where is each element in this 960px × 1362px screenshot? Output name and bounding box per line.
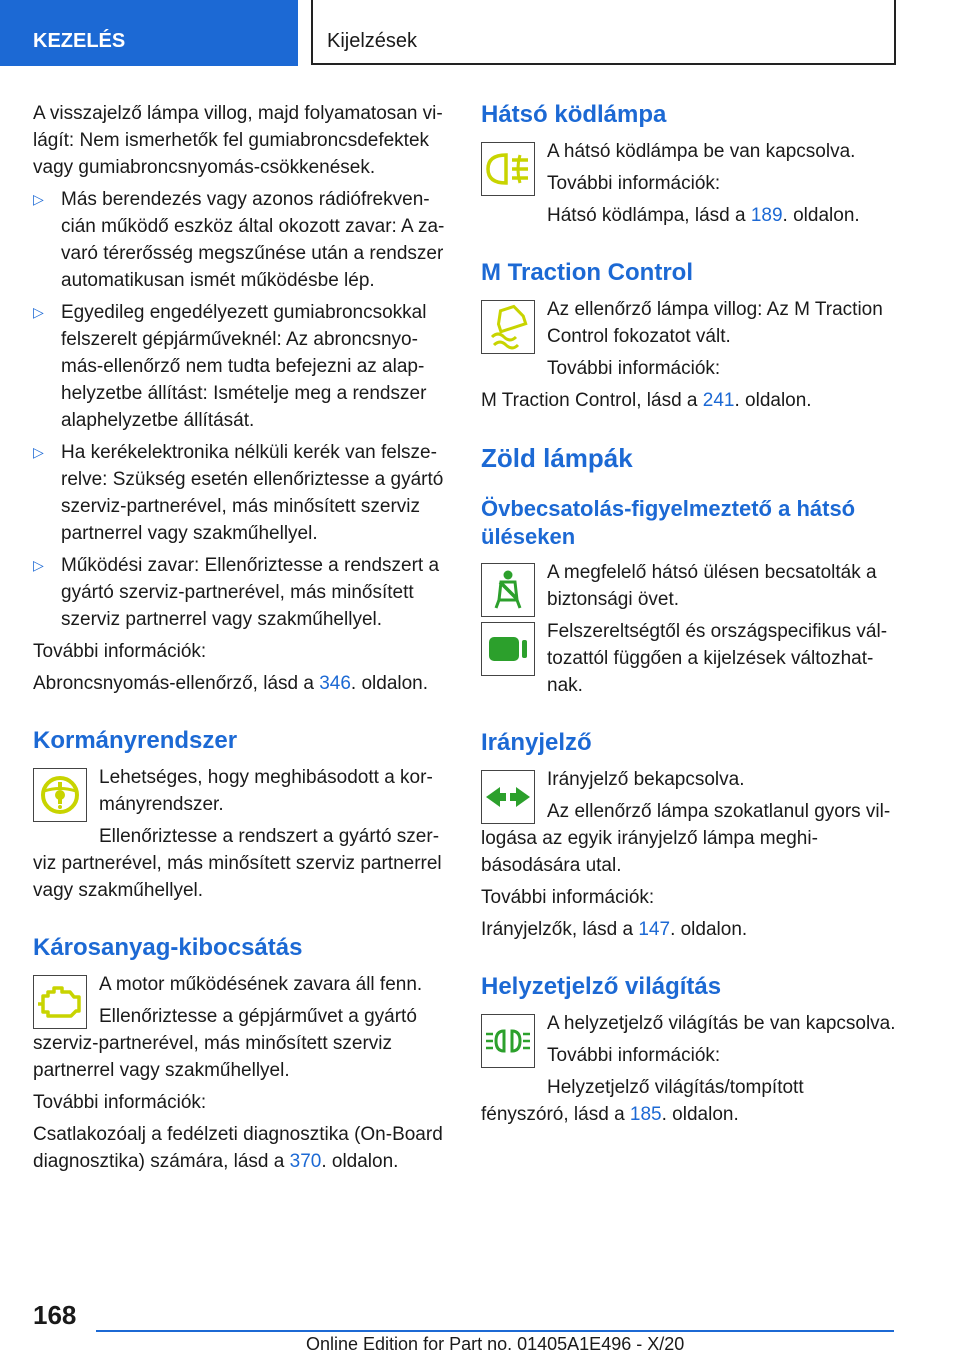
section-title-emission: Károsanyag-kibocsátás	[33, 934, 303, 961]
section-title-green-lights: Zöld lámpák	[481, 443, 633, 473]
page-link[interactable]: 189	[750, 205, 783, 226]
traction-control-icon	[481, 300, 535, 354]
footer-divider	[96, 1330, 894, 1332]
left-column	[33, 100, 445, 1180]
section-title-turn: Irányjelző	[481, 729, 592, 756]
triangle-bullet-icon: ▷	[33, 191, 44, 207]
cross-reference: Helyzetjelző világítás/tompított fényszóró, lásd a 185. oldalon.	[481, 1077, 804, 1125]
right-column	[481, 100, 901, 1133]
parking-light-icon	[481, 1014, 535, 1068]
section-title-rear-fog: Hátsó ködlámpa	[481, 101, 667, 128]
section-title-belt: Övbecsatolás-figyelmeztető a hátsó üléseken	[481, 496, 856, 549]
indicator-traction: Az ellenőrző lámpa villog: Az M Traction Control fokozatot vált. További információk:	[481, 296, 901, 382]
footer-edition: Online Edition for Part no. 01405A1E496 - X/20	[306, 1334, 685, 1354]
more-info-label: További információk:	[481, 887, 655, 908]
page-link[interactable]: 370	[289, 1151, 322, 1172]
cross-reference: Csatlakozóalj a fedélzeti diagnosztika (On-Board diagnosztika) számára, lásd a 370. oldalon.	[33, 1124, 443, 1172]
indicator-belt-variant: Felszereltségtől és országspecifikus változattól függően a kijelzések változhatnak.	[481, 618, 901, 699]
indicator-rear-fog: A hátsó ködlámpa be van kapcsolva. További információk: Hátsó ködlámpa, lásd a 189. oldalon.	[481, 138, 901, 229]
section-title-steering: Kormányrendszer	[33, 727, 238, 754]
intro-paragraph: A visszajelző lámpa villog, majd folyamatosan világít: Nem ismerhetők fel gumiabroncsdefektek vagy gumiabroncsnyomás-csökkenések.	[33, 103, 443, 178]
list-item: ▷ Más berendezés vagy azonos rádiófrekvencián működő eszköz által okozott zavar: A zavaró térerősség megszűnése után a rendszer automatikusan ismét működésbe lép.	[33, 186, 445, 294]
section-tab[interactable]: Kijelzések	[311, 0, 896, 65]
section-title-parking: Helyzetjelző világítás	[481, 973, 722, 1000]
turn-signal-icon	[481, 770, 535, 824]
more-info-label: További információk:	[33, 641, 207, 662]
section-title-traction: M Traction Control	[481, 259, 693, 286]
triangle-bullet-icon: ▷	[33, 444, 44, 460]
indicator-belt: A megfelelő hátsó ülésen becsatolták a biztonsági övet.	[481, 559, 901, 613]
page-link[interactable]: 147	[638, 919, 671, 940]
triangle-bullet-icon: ▷	[33, 557, 44, 573]
indicator-steering: Lehetséges, hogy meghibásodott a kormányrendszer. Ellenőriztesse a rendszert a gyártó szerviz partnerével, más minősített szerviz partnerrel vagy szakműhellyel.	[33, 767, 442, 901]
cross-reference: Hátsó ködlámpa, lásd a 189. oldalon.	[547, 205, 860, 226]
green-indicator-icon	[481, 622, 535, 676]
list-item: ▷ Egyedileg engedélyezett gumiabroncsokkal felszerelt gépjárműveknél: Az abroncsnyomás-ellenőrző nem tudta befejezni az alaphelyzetbe állítást: Ismételje meg a rendszer alaphelyzetbe állítását.	[33, 299, 445, 434]
triangle-bullet-icon: ▷	[33, 304, 44, 320]
indicator-turn: Irányjelző bekapcsolva. Az ellenőrző lámpa szokatlanul gyors villogása az egyik irányjelző lámpa meghibásodására utal.	[481, 769, 891, 876]
chapter-tab[interactable]: KEZELÉS	[0, 0, 298, 66]
list-item: ▷ Működési zavar: Ellenőriztesse a rendszert a gyártó szerviz-partnerével, más minősített szerviz partnerrel vagy szakműhellyel.	[33, 552, 445, 633]
rear-fog-light-icon	[481, 142, 535, 196]
page-link[interactable]: 346	[319, 673, 351, 694]
cross-reference: Irányjelzők, lásd a 147. oldalon.	[481, 919, 748, 940]
indicator-parking: A helyzetjelző világítás be van kapcsolva. További információk:	[481, 1010, 901, 1069]
indicator-emission: A motor működésének zavara áll fenn. Ellenőriztesse a gépjárművet a gyártó szerviz-partnerével, más minősített szerviz partnerrel vagy szakműhellyel.	[33, 974, 423, 1081]
cross-reference: M Traction Control, lásd a 241. oldalon.	[481, 390, 812, 411]
page-link[interactable]: 241	[702, 390, 735, 411]
seatbelt-icon	[481, 563, 535, 617]
engine-warning-icon	[33, 975, 87, 1029]
page-header	[0, 0, 960, 66]
more-info-label: További információk:	[33, 1092, 207, 1113]
page-number: 168	[33, 1300, 77, 1330]
steering-wheel-warning-icon	[33, 768, 87, 822]
list-item: ▷ Ha kerékelektronika nélküli kerék van felszerelve: Szükség esetén ellenőriztesse a gyártó szerviz-partnerével, más minősített szerviz partnerrel vagy szakműhellyel.	[33, 439, 445, 547]
cross-reference: Abroncsnyomás-ellenőrző, lásd a 346. oldalon.	[33, 673, 429, 694]
page-link[interactable]: 185	[629, 1104, 662, 1125]
